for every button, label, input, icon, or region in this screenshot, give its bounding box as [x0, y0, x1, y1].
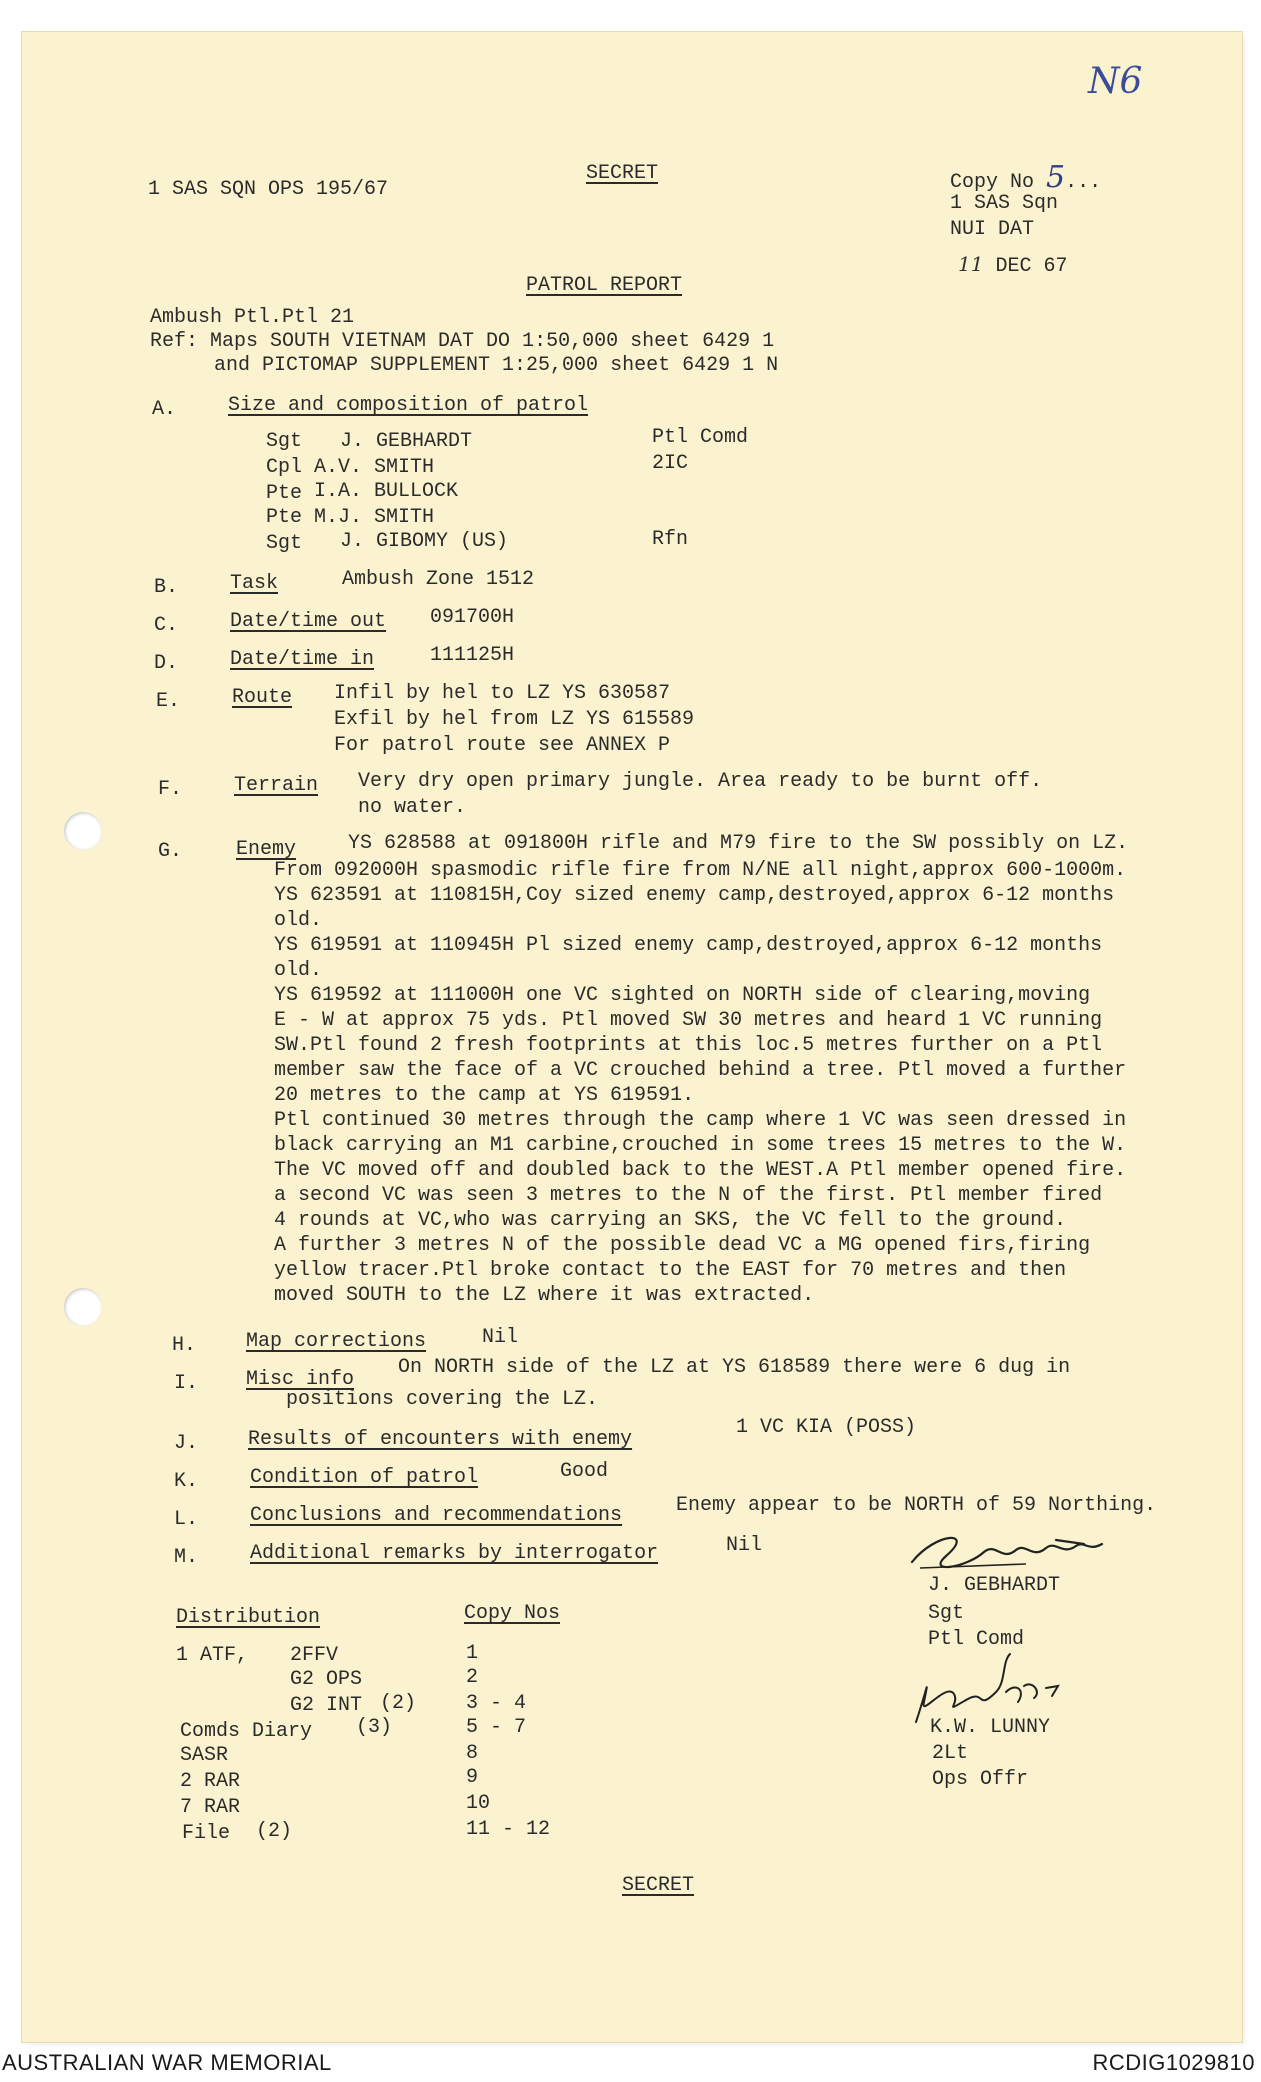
route-line: Infil by hel to LZ YS 630587	[334, 682, 671, 705]
signatory-rank: 2Lt	[932, 1742, 969, 1765]
route-line: For patrol route see ANNEX P	[334, 734, 671, 757]
section-label: Task	[230, 572, 279, 595]
section-label: Route	[232, 686, 293, 709]
distribution-recipient: 7 RAR	[180, 1796, 241, 1819]
member-role: 2IC	[652, 452, 689, 475]
signatory-role: Ops Offr	[932, 1768, 1029, 1791]
member-name: J. GIBOMY (US)	[340, 530, 509, 553]
map-reference-line: Ref: Maps SOUTH VIETNAM DAT DO 1:50,000 sheet 6429 1	[150, 330, 775, 353]
section-label: Date/time in	[230, 648, 375, 671]
section-value: Good	[560, 1460, 609, 1483]
handwritten-reference: N6	[1088, 61, 1143, 102]
distribution-qty: (2)	[256, 1820, 293, 1843]
distribution-copy: 11 - 12	[466, 1818, 551, 1841]
distribution-recipient: 2 RAR	[180, 1770, 241, 1793]
member-rank: Cpl	[266, 456, 303, 479]
section-label: Results of encounters with enemy	[248, 1428, 633, 1451]
section-letter: G.	[158, 840, 183, 863]
terrain-line: Very dry open primary jungle. Area ready to be burnt off.	[358, 770, 1043, 793]
distribution-recipient-sub: 2FFV	[290, 1644, 339, 1667]
distribution-recipient: File	[182, 1822, 231, 1845]
section-label: Date/time out	[230, 610, 387, 633]
distribution-copy: 10	[466, 1792, 491, 1815]
section-value: 091700H	[430, 606, 515, 629]
distribution-copy: 8	[466, 1742, 479, 1765]
section-value: Ambush Zone 1512	[342, 568, 535, 591]
section-letter: K.	[174, 1470, 199, 1493]
distribution-recipient: Comds Diary	[180, 1720, 313, 1743]
section-letter: H.	[172, 1334, 197, 1357]
section-letter: B.	[154, 576, 179, 599]
section-letter: I.	[174, 1372, 199, 1395]
distribution-copy: 9	[466, 1766, 479, 1789]
route-line: Exfil by hel from LZ YS 615589	[334, 708, 695, 731]
copy-numbers-label: Copy Nos	[464, 1602, 561, 1625]
punch-hole	[64, 812, 102, 850]
document-date: 11 DEC 67	[958, 252, 1068, 278]
signature-gebhardt	[906, 1522, 1126, 1582]
section-label: Map corrections	[246, 1330, 427, 1353]
classification-top: SECRET	[586, 162, 659, 185]
signatory-name: J. GEBHARDT	[928, 1574, 1061, 1597]
section-label: Misc info	[246, 1368, 355, 1391]
member-rank: Pte	[266, 482, 303, 505]
signatory-name: K.W. LUNNY	[930, 1716, 1051, 1739]
archive-identifier: RCDIG1029810	[1092, 2050, 1255, 2075]
member-role: Ptl Comd	[652, 426, 749, 449]
member-name: A.V. SMITH	[314, 456, 435, 479]
signatory-role: Ptl Comd	[928, 1628, 1025, 1651]
section-label: Additional remarks by interrogator	[250, 1542, 659, 1565]
distribution-qty: (3)	[356, 1716, 393, 1739]
distribution-copy: 5 - 7	[466, 1716, 527, 1739]
section-value: Nil	[482, 1326, 519, 1349]
section-label: Conclusions and recommendations	[250, 1504, 623, 1527]
member-rank: Sgt	[266, 532, 303, 555]
section-letter: J.	[174, 1432, 199, 1455]
section-label: Terrain	[234, 774, 319, 797]
terrain-line: no water.	[358, 796, 467, 819]
section-label: Condition of patrol	[250, 1466, 479, 1489]
distribution-recipient: SASR	[180, 1744, 229, 1767]
section-value: Enemy appear to be NORTH of 59 Northing.	[676, 1494, 1157, 1517]
distribution-recipient-sub: G2 INT	[290, 1694, 363, 1717]
section-letter: L.	[174, 1508, 199, 1531]
distribution-recipient: 1 ATF,	[176, 1644, 249, 1667]
member-name: J. GEBHARDT	[340, 430, 473, 453]
member-role: Rfn	[652, 528, 689, 551]
classification-bottom: SECRET	[622, 1874, 695, 1897]
section-letter: M.	[174, 1546, 199, 1569]
section-letter: A.	[152, 398, 177, 421]
section-label: Size and composition of patrol	[228, 394, 589, 417]
document-reference: 1 SAS SQN OPS 195/67	[148, 178, 389, 201]
map-reference-line: and PICTOMAP SUPPLEMENT 1:25,000 sheet 6429 1 N	[214, 354, 779, 377]
section-value: On NORTH side of the LZ at YS 618589 there were 6 dug in	[398, 1356, 1071, 1379]
enemy-narrative: From 092000H spasmodic rifle fire from N/NE all night,approx 600-1000m. YS 623591 at 110815H,Coy sized enemy camp,destroyed,approx 6-12 months old. YS 619591 at 110945H Pl sized enemy camp,destroyed,approx 6-12 months old. YS 619592 at 111000H one VC sighted on NORTH side of clearing,moving E - W at approx 75 yds. Ptl moved SW 30 metres and heard 1 VC running SW.Ptl found 2 fresh footprints at this loc.5 metres further on a Ptl member saw the face of a VC crouched behind a tree. Ptl moved a further 20 metres to the camp at YS 619591. Ptl continued 30 metres through the camp where 1 VC was seen dressed in black carrying an M1 carbine,crouched in some trees 15 metres to the W. The VC moved off and doubled back to the WEST.A Ptl member opened fire. a second VC was seen 3 metres to the N of the first. Ptl member fired 4 rounds at VC,who was carrying an SKS, the VC fell to the ground. A further 3 metres N of the possible dead VC a MG opened firs,firing yellow tracer.Ptl broke contact to the EAST for 70 metres and then moved SOUTH to the LZ where it was extracted.	[274, 859, 1127, 1307]
member-name: I.A. BULLOCK	[314, 480, 459, 503]
copy-number: Copy No 5...	[950, 160, 1102, 195]
archive-name: AUSTRALIAN WAR MEMORIAL	[2, 2050, 332, 2075]
distribution-copy: 2	[466, 1666, 479, 1689]
section-label: Enemy	[236, 838, 297, 861]
page-title: PATROL REPORT	[526, 274, 683, 297]
section-letter: D.	[154, 652, 179, 675]
member-rank: Sgt	[266, 430, 303, 453]
section-value: Nil	[726, 1534, 763, 1557]
issuing-unit: 1 SAS Sqn	[950, 192, 1059, 215]
member-rank: Pte	[266, 506, 303, 529]
enemy-first-line: YS 628588 at 091800H rifle and M79 fire to the SW possibly on LZ.	[348, 832, 1129, 855]
section-value-continued: positions covering the LZ.	[286, 1388, 599, 1411]
member-name: M.J. SMITH	[314, 506, 435, 529]
distribution-copy: 1	[466, 1642, 479, 1665]
distribution-label: Distribution	[176, 1606, 321, 1629]
punch-hole	[64, 1288, 102, 1326]
section-value: 111125H	[430, 644, 515, 667]
distribution-recipient-sub: G2 OPS	[290, 1668, 363, 1691]
distribution-qty: (2)	[380, 1692, 417, 1715]
section-letter: F.	[158, 778, 183, 801]
section-value: 1 VC KIA (POSS)	[736, 1416, 917, 1439]
signatory-rank: Sgt	[928, 1602, 965, 1625]
section-letter: C.	[154, 614, 179, 637]
distribution-copy: 3 - 4	[466, 1692, 527, 1715]
section-letter: E.	[156, 690, 181, 713]
location: NUI DAT	[950, 218, 1035, 241]
patrol-designation: Ambush Ptl.Ptl 21	[150, 306, 355, 329]
